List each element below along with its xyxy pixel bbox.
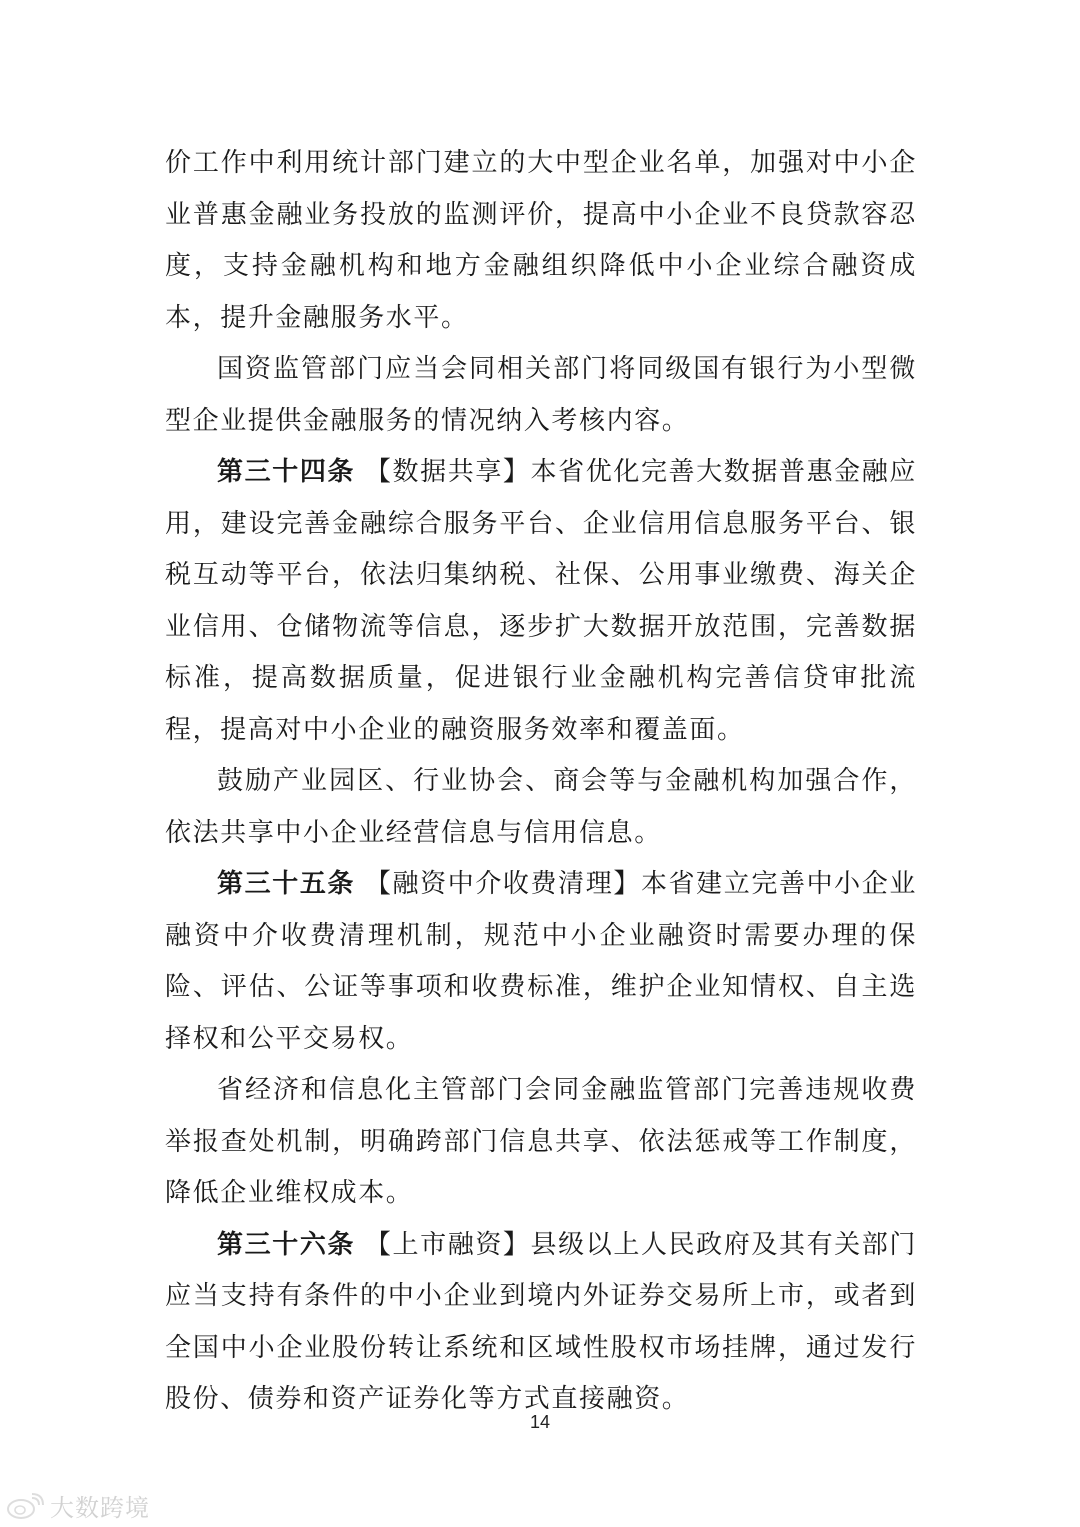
body-paragraph (165, 1065, 917, 1220)
paragraph-text: 【融资中介收费清理】本省建立完善中小企业融资中介收费清理机制，规范中小企业融资时需要办理的保险、评估、公证等事项和收费标准，维护企业知情权、自主选择权和公平交易权。 (165, 869, 917, 1054)
paragraph-text: 国资监管部门应当会同相关部门将同级国有银行为小型微型企业提供金融服务的情况纳入考核内容。 (165, 354, 917, 436)
body-paragraph (165, 344, 917, 447)
paragraph-text: 【数据共享】本省优化完善大数据普惠金融应用，建设完善金融综合服务平台、企业信用信息服务平台、银税互动等平台，依法归集纳税、社保、公用事业缴费、海关企业信用、仓储物流等信息，逐步扩大数据开放范围，完善数据标准，提高数据质量，促进银行业金融机构完善信贷审批流程，提高对中小企业的融资服务效率和覆盖面。 (165, 457, 917, 745)
article-number: 第三十六条 (217, 1229, 356, 1260)
paragraph-text: 鼓励产业园区、行业协会、商会等与金融机构加强合作，依法共享中小企业经营信息与信用信息。 (165, 766, 917, 848)
article-number: 第三十五条 (217, 869, 356, 899)
weibo-logo-icon (6, 1492, 44, 1520)
article-paragraph (165, 1220, 917, 1426)
body-paragraph (165, 756, 917, 859)
article-paragraph (165, 859, 917, 1065)
watermark-text: 大数跨境 (50, 1494, 150, 1522)
body-paragraph (165, 138, 917, 344)
paragraph-text: 【上市融资】县级以上人民政府及其有关部门应当支持有条件的中小企业到境内外证券交易所上市，或者到全国中小企业股份转让系统和区域性股权市场挂牌，通过发行股份、债券和资产证券化等方式直接融资。 (165, 1229, 917, 1414)
page-number: 14 (529, 1412, 551, 1432)
watermark (6, 1488, 150, 1523)
article-paragraph (165, 447, 917, 756)
paragraph-text: 价工作中利用统计部门建立的大中型企业名单，加强对中小企业普惠金融业务投放的监测评价，提高中小企业不良贷款容忍度，支持金融机构和地方金融组织降低中小企业综合融资成本，提升金融服务水平。 (165, 148, 917, 333)
article-number: 第三十四条 (217, 457, 356, 487)
paragraph-text: 省经济和信息化主管部门会同金融监管部门完善违规收费举报查处机制，明确跨部门信息共享、依法惩戒等工作制度，降低企业维权成本。 (165, 1075, 917, 1208)
document-body (165, 138, 917, 1426)
